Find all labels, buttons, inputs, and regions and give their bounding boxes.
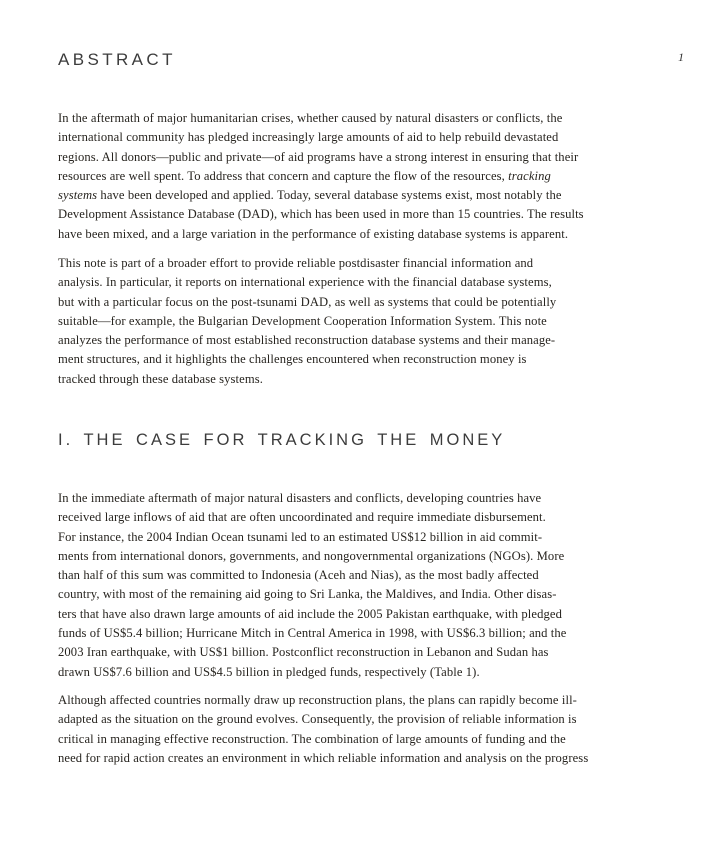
text-line: This note is part of a broader effort to provide reliable postdisaster financial information and [58,256,534,270]
section1-paragraph-2 [58,691,588,768]
text-line: In the immediate aftermath of major natural disasters and conflicts, developing countries have [58,491,542,505]
text-line: but with a particular focus on the post-tsunami DAD, as well as systems that could be potentially [58,294,557,309]
text-line [58,186,584,205]
text-line: tracked through these database systems. [58,371,263,386]
text-segment: resources are well spent. To address that concern and capture the flow of the resources, [58,168,509,183]
text-line: have been mixed, and a large variation in the performance of existing database systems is apparent. [58,226,569,241]
text-line: In the aftermath of major humanitarian crises, whether caused by natural disasters or conflicts, the [58,111,563,125]
text-line: country, with most of the remaining aid going to Sri Lanka, the Maldives, and India. Other disas- [58,587,557,602]
text-line: regions. All donors—public and private—of aid programs have a strong interest in ensuring that their [58,149,579,164]
text-segment: have been developed and applied. Today, several database systems exist, most notably the [97,188,562,203]
text-line: adapted as the situation on the ground evolves. Consequently, the provision of reliable information is [58,712,577,727]
section1-paragraph-1 [58,489,567,682]
text-line: analysis. In particular, it reports on international experience with the financial database systems, [58,275,552,290]
text-line: ment structures, and it highlights the challenges encountered when reconstruction money is [58,352,527,367]
text-line: For instance, the 2004 Indian Ocean tsunami led to an estimated US$12 billion in aid commit- [58,529,543,544]
text-line: Development Assistance Database (DAD), which has been used in more than 15 countries. The results [58,207,584,222]
text-line: ters that have also drawn large amounts of aid include the 2005 Pakistan earthquake, with pledged [58,606,562,621]
text-line: analyzes the performance of most established reconstruction database systems and their manage- [58,333,556,348]
italic-term-tracking: tracking [508,168,551,183]
text-line: Although affected countries normally draw up reconstruction plans, the plans can rapidly become ill- [58,693,577,707]
text-line: critical in managing effective reconstruction. The combination of large amounts of funding and the [58,731,566,746]
abstract-paragraph-1 [58,109,584,244]
text-line: ments from international donors, governments, and nongovernmental organizations (NGOs). More [58,548,565,563]
text-line [58,167,584,186]
text-line: received large inflows of aid that are often uncoordinated and require immediate disbursement. [58,510,546,525]
section-heading: I. THE CASE FOR TRACKING THE MONEY [58,431,506,449]
text-line: 2003 Iran earthquake, with US$1 billion. Postconflict reconstruction in Lebanon and Sudan has [58,645,549,660]
italic-term-systems: systems [58,188,98,203]
abstract-heading: ABSTRACT [58,50,176,69]
text-line: suitable—for example, the Bulgarian Development Cooperation Information System. This note [58,313,547,328]
text-line: drawn US$7.6 billion and US$4.5 billion in pledged funds, respectively (Table 1). [58,664,480,679]
text-line: than half of this sum was committed to Indonesia (Aceh and Nias), as the most badly affected [58,568,539,583]
page-number: 1 [678,50,684,64]
text-line: funds of US$5.4 billion; Hurricane Mitch in Central America in 1998, with US$6.3 billion; and the [58,626,567,641]
text-line: need for rapid action creates an environment in which reliable information and analysis on the progress [58,750,589,765]
text-line: international community has pledged increasingly large amounts of aid to help rebuild devastated [58,130,559,145]
abstract-paragraph-2 [58,254,556,389]
